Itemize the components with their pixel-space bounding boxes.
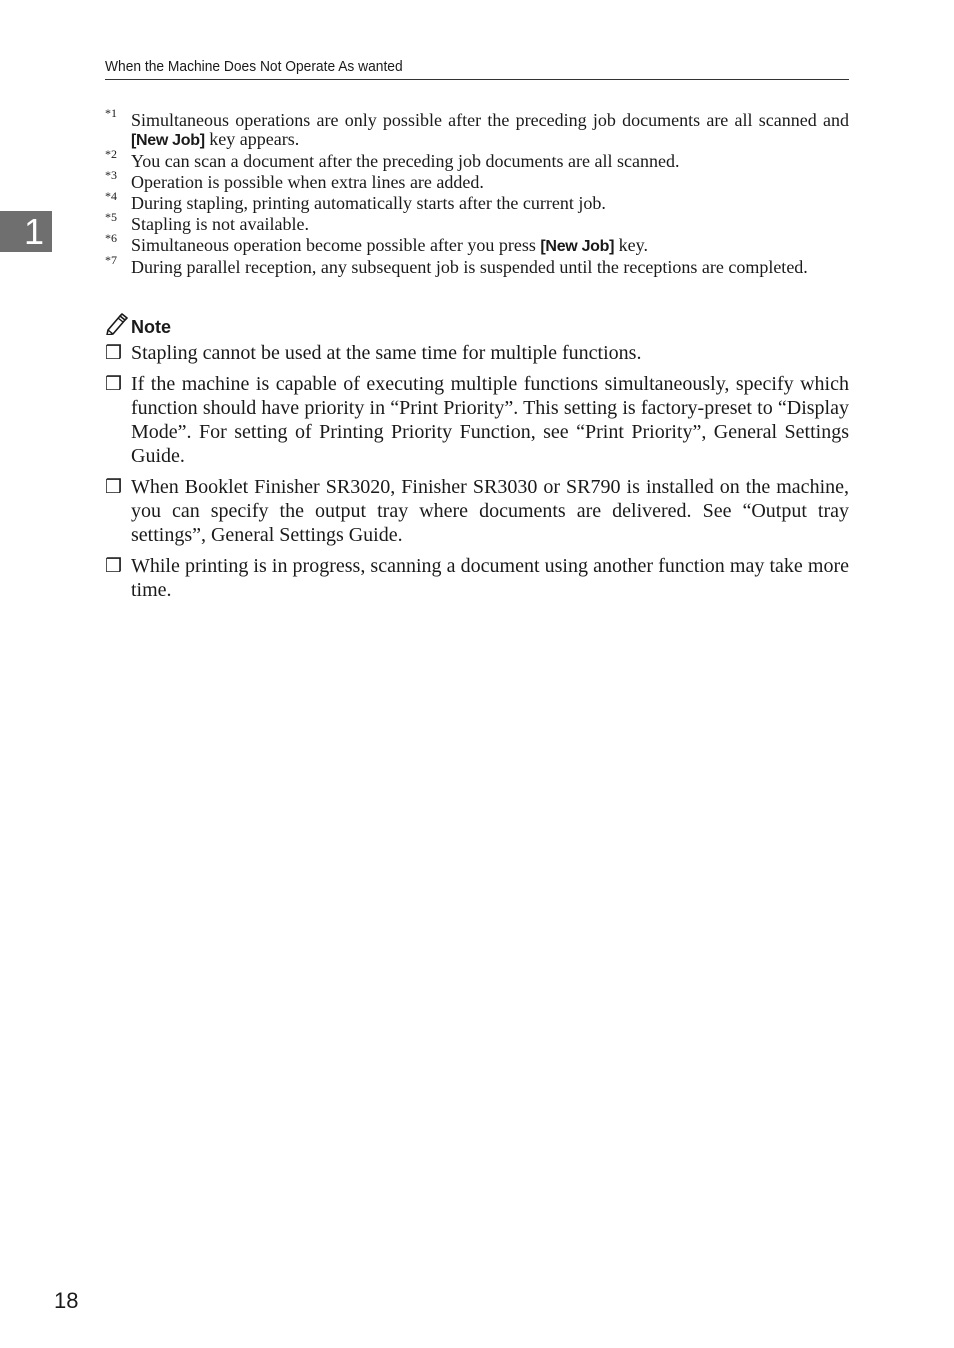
- footnote-text: During parallel reception, any subsequent job is suspended until the receptions are completed.: [131, 257, 808, 277]
- checkbox-bullet-icon: ❒: [105, 556, 123, 577]
- footnote-mark: *2: [105, 147, 117, 161]
- footnote-6: [105, 231, 849, 256]
- footnote-list: [105, 106, 849, 277]
- note-item-text: If the machine is capable of executing multiple functions simultaneously, specify which function should have priority in “Print Priority”. This setting is factory-preset to “Display Mode”. For setting of Printing Priority Function, see “Print Priority”, General Settings Guide.: [131, 373, 849, 467]
- footnote-1: [105, 106, 849, 150]
- footnote-text-part: Simultaneous operation become possible after you press: [131, 235, 541, 255]
- new-job-key-label: [New Job]: [131, 132, 205, 149]
- footnote-mark: *7: [105, 253, 117, 267]
- running-header-title: When the Machine Does Not Operate As wanted: [105, 58, 403, 75]
- footnote-mark: *6: [105, 231, 117, 245]
- pencil-icon: [105, 313, 129, 335]
- footnote-5: [105, 210, 849, 234]
- note-item: [105, 341, 849, 365]
- footnote-text: You can scan a document after the preceding job documents are all scanned.: [131, 151, 680, 171]
- footnote-7: [105, 253, 849, 277]
- note-item: [105, 475, 849, 547]
- footnote-mark: *3: [105, 168, 117, 182]
- footnote-mark: *5: [105, 210, 117, 224]
- footnote-mark: *4: [105, 189, 117, 203]
- footnote-text: [131, 236, 849, 256]
- footnote-text: During stapling, printing automatically starts after the current job.: [131, 193, 606, 213]
- footnote-mark: *1: [105, 106, 117, 120]
- page-number: 18: [54, 1288, 79, 1313]
- checkbox-bullet-icon: ❒: [105, 343, 123, 364]
- new-job-key-label: [New Job]: [540, 238, 615, 255]
- note-item-text: While printing is in progress, scanning a document using another function may take more time.: [131, 555, 849, 601]
- note-item: [105, 372, 849, 468]
- footnote-2: [105, 147, 849, 171]
- footnote-4: [105, 189, 849, 213]
- chapter-tab: 1: [0, 211, 52, 252]
- running-header: [105, 57, 849, 80]
- footnote-text: Operation is possible when extra lines are added.: [131, 172, 484, 192]
- footnote-text-part: key.: [614, 235, 648, 255]
- footnote-text: Stapling is not available.: [131, 214, 309, 234]
- note-item-text: When Booklet Finisher SR3020, Finisher SR3030 or SR790 is installed on the machine, you can specify the output tray where documents are delivered. See “Output tray settings”, General Settings Guide.: [131, 476, 849, 546]
- checkbox-bullet-icon: ❒: [105, 374, 123, 395]
- checkbox-bullet-icon: ❒: [105, 477, 123, 498]
- note-list: [105, 341, 849, 609]
- note-item: [105, 554, 849, 602]
- footnote-text-part: key appears.: [204, 129, 300, 149]
- footnote-3: [105, 168, 849, 192]
- footnote-text: [131, 111, 849, 150]
- note-item-text: Stapling cannot be used at the same time for multiple functions.: [131, 342, 642, 364]
- note-title: Note: [131, 317, 171, 337]
- footnote-text-part: Simultaneous operations are only possible after the preceding job documents are all scanned and: [131, 110, 849, 130]
